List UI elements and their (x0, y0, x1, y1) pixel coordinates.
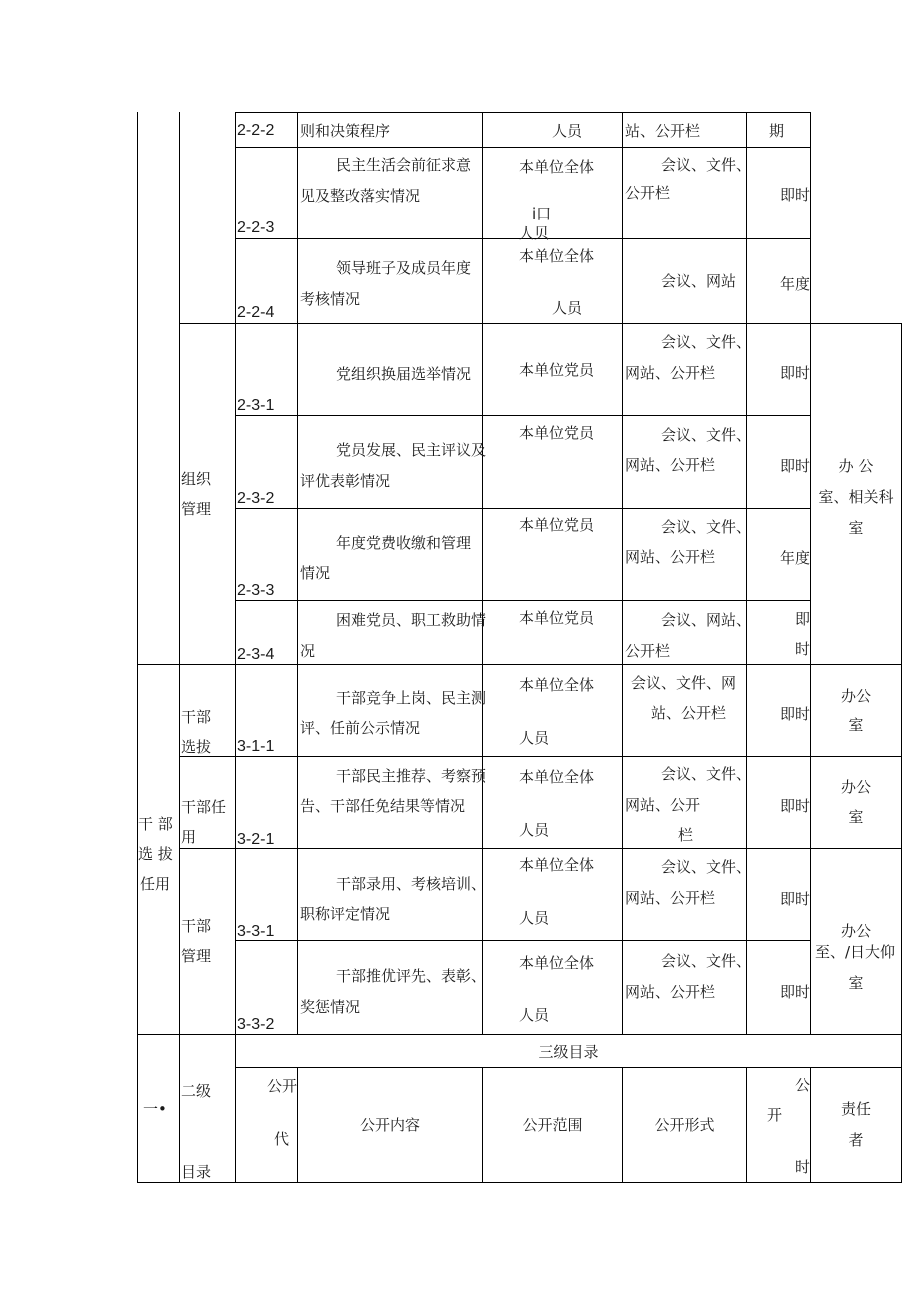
header-code-line2: 代 (274, 1130, 290, 1148)
row-content-line: 党员发展、民主评议及 (336, 441, 487, 459)
grid-line-h (137, 1182, 902, 1183)
responsible-select-line1: 办公 (840, 687, 871, 705)
row-form-line: 网站、公开 (625, 796, 701, 814)
grid-line-v (810, 1067, 811, 1183)
row-content-line: 评、任前公示情况 (300, 719, 421, 737)
grid-line-h (179, 756, 902, 757)
grid-line-h (235, 415, 811, 416)
row-time-line: 即时 (780, 457, 811, 475)
responsible-manage-line1: 办公 (840, 922, 871, 940)
responsible-select-line2: 室 (848, 716, 864, 734)
row-time-line: 即时 (780, 705, 811, 723)
row-scope-line: 人员 (519, 729, 550, 747)
grid-line-h (179, 848, 902, 849)
level2-manage-line2: 管理 (181, 947, 212, 965)
row-form-line: 网站、公开栏 (625, 983, 716, 1001)
row-scope-line: 人员 (519, 821, 550, 839)
row-code: 2-2-2 (237, 122, 275, 139)
row-time-line: 年度 (780, 549, 811, 567)
row-form-line: 会议、网站、 (661, 611, 752, 629)
row-form-line: 会议、文件、 (661, 426, 752, 444)
header-level2-line2: 目录 (181, 1163, 212, 1181)
row-scope-line: 本单位党员 (519, 361, 595, 379)
header-responsible-line2: 者 (848, 1131, 864, 1149)
grid-line-v (482, 112, 483, 1035)
row-content-line: 情况 (300, 564, 331, 582)
row-form-line: 会议、文件、 (661, 156, 752, 174)
level2-org-line1: 组织 (181, 470, 212, 488)
row-content-line: 年度党费收缴和管理 (336, 534, 472, 552)
row-scope-line: 本单位党员 (519, 516, 595, 534)
level2-appoint-line1: 干部任 (181, 798, 227, 816)
row-scope-line: 人员 (519, 1006, 550, 1024)
row-code: 3-1-1 (237, 738, 275, 755)
level2-org-line2: 管理 (181, 500, 212, 518)
responsible-appoint-line1: 办公 (840, 778, 871, 796)
responsible-party-line3: 室 (848, 519, 864, 537)
row-form-line: 会议、文件、网 (631, 674, 737, 692)
row-form-line: 会议、网站 (661, 272, 737, 290)
row-time-line: 即时 (780, 364, 811, 382)
row-content-line: 评优表彰情况 (300, 472, 391, 490)
row-time-line: 即时 (780, 983, 811, 1001)
level2-select-line2: 选拔 (181, 738, 212, 756)
row-code: 2-3-4 (237, 646, 275, 663)
row-code: 2-2-3 (237, 219, 275, 236)
row-scope-line: 本单位全体 (519, 954, 595, 972)
row-code: 3-3-1 (237, 923, 275, 940)
responsible-party-line2: 室、相关科 (818, 488, 894, 506)
header-responsible-line1: 责任 (840, 1100, 871, 1118)
grid-line-h (235, 147, 811, 148)
row-scope-line: 人员 (519, 909, 550, 927)
row-scope-line: 本单位全体 (519, 676, 595, 694)
row-content-line: 况 (300, 642, 316, 660)
row-scope-line: 本单位全体 (519, 768, 595, 786)
level1-cadre-line3: 任用 (140, 875, 171, 893)
row-content-line: 干部民主推荐、考察预 (336, 767, 487, 785)
grid-line-h (235, 600, 811, 601)
row-scope-line: 本单位党员 (519, 424, 595, 442)
level2-select-line1: 干部 (181, 708, 212, 726)
row-content-line: 则和决策程序 (300, 122, 391, 140)
row-form-line: 会议、文件、 (661, 518, 752, 536)
row-scope-line: 本单位全体 (519, 158, 595, 176)
row-content-line: 领导班子及成员年度 (336, 259, 472, 277)
grid-line-h (179, 323, 902, 324)
row-form-line: 网站、公开栏 (625, 889, 716, 907)
row-time-line: 即时 (780, 890, 811, 908)
row-content-line: 干部竞争上岗、民主测 (336, 689, 487, 707)
header-scope: 公开范围 (522, 1116, 583, 1134)
grid-line-h (137, 1034, 902, 1035)
row-code: 2-3-1 (237, 397, 275, 414)
row-form-line: 栏 (678, 826, 694, 844)
row-content-line: 见及整改落实情况 (300, 187, 421, 205)
row-form-line: 会议、文件、 (661, 333, 752, 351)
row-form-line: 会议、文件、 (661, 858, 752, 876)
row-scope-line: 人贝 (519, 224, 550, 242)
grid-line-v (746, 1067, 747, 1183)
row-content-line: 考核情况 (300, 290, 361, 308)
row-content-line: 民主生活会前征求意 (336, 156, 472, 174)
header-level2-line1: 二级 (181, 1082, 212, 1100)
responsible-party-line1: 办 公 (838, 457, 874, 475)
row-form-line: 网站、公开栏 (625, 364, 716, 382)
grid-line-v (810, 112, 811, 1035)
row-form-line: 公开栏 (625, 184, 671, 202)
grid-line-h (235, 508, 811, 509)
row-code: 2-2-4 (237, 304, 275, 321)
row-code: 3-3-2 (237, 1016, 275, 1033)
row-content-line: 干部录用、考核培训、 (336, 875, 487, 893)
grid-line-v (622, 112, 623, 1035)
row-form-line: 会议、文件、 (661, 952, 752, 970)
row-time-line: 即 (795, 610, 811, 628)
row-form-line: 站、公开栏 (651, 704, 727, 722)
header-form: 公开形式 (654, 1116, 715, 1134)
header-level3: 三级目录 (538, 1043, 599, 1061)
row-time-line: 即时 (780, 797, 811, 815)
grid-line-v (235, 112, 236, 1183)
row-scope-line: 本单位党员 (519, 609, 595, 627)
row-code: 3-2-1 (237, 831, 275, 848)
row-content-line: 干部推优评先、表彰、 (336, 967, 487, 985)
header-level1: 一• (143, 1100, 167, 1118)
responsible-manage-line3: 室 (848, 974, 864, 992)
level1-cadre-line1: 干 部 (138, 815, 173, 833)
grid-line-v (297, 112, 298, 1035)
row-form-line: 网站、公开栏 (625, 548, 716, 566)
level2-appoint-line2: 用 (181, 828, 197, 846)
row-scope-line: 本单位全体 (519, 856, 595, 874)
row-code: 2-3-2 (237, 490, 275, 507)
grid-line-h (235, 112, 811, 113)
header-time-line1: 公 (795, 1076, 811, 1094)
row-time-line: 即时 (780, 186, 811, 204)
row-content-line: 告、干部任免结果等情况 (300, 797, 466, 815)
row-scope-line: 人员 (552, 299, 583, 317)
grid-line-v (137, 112, 138, 1183)
row-content-line: 党组织换届选举情况 (336, 365, 472, 383)
row-form-line: 公开栏 (625, 642, 671, 660)
grid-line-h (235, 940, 811, 941)
grid-line-h (137, 664, 902, 665)
row-form-line: 网站、公开栏 (625, 456, 716, 474)
row-scope-line: 本单位全体 (519, 247, 595, 265)
row-content-line: 职称评定情况 (300, 905, 391, 923)
row-time-line: 年度 (780, 275, 811, 293)
grid-line-v (179, 112, 180, 1183)
grid-line-v (901, 323, 902, 1183)
responsible-manage-line2: 至、/日大仰 (815, 943, 896, 961)
row-scope-line: 人员 (552, 122, 583, 140)
header-time-line2: 开 (767, 1106, 783, 1124)
header-content: 公开内容 (359, 1116, 420, 1134)
row-time-line: 时 (795, 640, 811, 658)
header-time-line3: 时 (795, 1158, 811, 1176)
level1-cadre-line2: 选 拔 (138, 845, 173, 863)
responsible-appoint-line2: 室 (848, 808, 864, 826)
row-code: 2-3-3 (237, 582, 275, 599)
level2-manage-line1: 干部 (181, 917, 212, 935)
row-content-line: 奖惩情况 (300, 998, 361, 1016)
row-scope-line: i口 (532, 205, 552, 223)
row-content-line: 困难党员、职工救助情 (336, 611, 487, 629)
header-code-line1: 公开 (267, 1077, 298, 1095)
row-form-line: 站、公开栏 (625, 122, 701, 140)
row-time-line: 期 (769, 122, 785, 140)
grid-line-h (235, 1067, 902, 1068)
row-form-line: 会议、文件、 (661, 765, 752, 783)
grid-line-v (746, 112, 747, 1035)
